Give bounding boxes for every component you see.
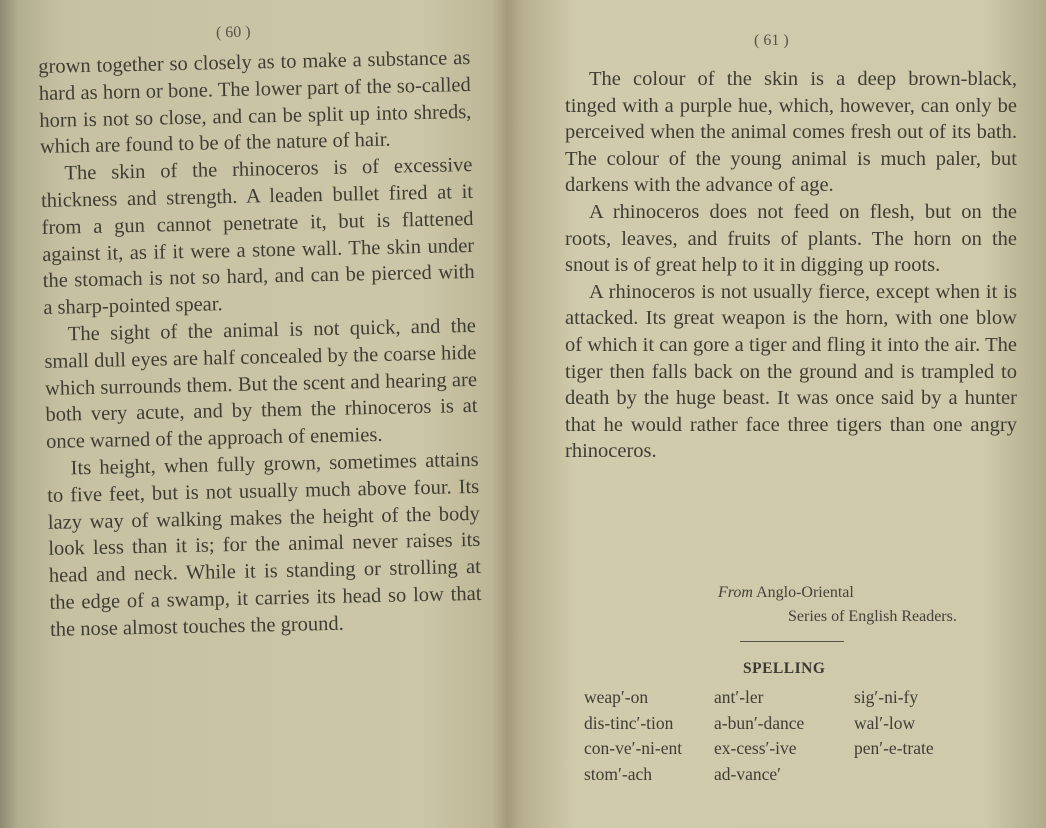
spelling-word: sig′-ni-fy xyxy=(854,687,919,707)
spelling-word-list xyxy=(584,685,1024,787)
left-page-text xyxy=(38,45,482,643)
spelling-word: ex-cess′-ive xyxy=(714,738,797,758)
paragraph: The skin of the rhinoceros is of excessive thickness and strength. A leaden bullet fired at it from a gun cannot penetrate it, but is flattened against it, as if it were a stone wall. The skin under the stomach is not so hard, and can be pierced with a sharp-pointed spear. xyxy=(40,154,475,320)
spelling-word: stom′-ach xyxy=(584,763,652,784)
spelling-word: pen′-e-trate xyxy=(854,738,934,758)
page-number-61: ( 61 ) xyxy=(754,32,789,49)
spelling-word: ad-vance′ xyxy=(714,763,781,784)
spelling-word: con-ve′-ni-ent xyxy=(584,738,683,758)
source-line-1: Anglo-Oriental xyxy=(756,584,854,601)
paragraph: A rhinoceros is not usually fierce, except when it is attacked. Its great weapon is the horn, with one blow of which it can gore a tiger and fling it into the air. The tiger then falls back on the ground and is trampled to death by the huge beast. It was once said by a hunter that he would rather face three tigers than one angry rhinoceros. xyxy=(565,280,1017,463)
spelling-word: wal′-low xyxy=(854,712,916,733)
paragraph: Its height, when fully grown, sometimes attains to five feet, but is not usually much above four. Its lazy way of walking makes the height of the body look less than it is; for the animal never raises its head and neck. While it is standing or strolling at the edge of a swamp, it carries its head so low that the nose almost touches the ground. xyxy=(47,448,482,641)
divider-rule xyxy=(740,641,844,642)
source-citation xyxy=(718,584,854,602)
page-number-60: ( 60 ) xyxy=(215,23,251,42)
right-page xyxy=(500,0,1046,828)
spelling-word: ant′-ler xyxy=(714,687,764,707)
paragraph: grown together so closely as to make a substance as hard as horn or bone. The lower part of the so-called horn is not so close, and can be split up into shreds, which are found to be of the nature of hair. xyxy=(38,46,472,159)
paragraph: A rhinoceros does not feed on flesh, but on the roots, leaves, and fruits of plants. The horn on the snout is of great help to it in digging up roots. xyxy=(565,200,1017,277)
left-page xyxy=(0,0,495,828)
spelling-heading: SPELLING xyxy=(743,660,826,677)
paragraph: The colour of the skin is a deep brown-black, tinged with a purple hue, which, however, can only be perceived when the animal comes fresh out of its bath. The colour of the young animal is much paler, but darkens with the advance of age. xyxy=(565,68,1017,197)
spelling-word: a-bun′-dance xyxy=(714,712,805,733)
source-from-word: From xyxy=(718,584,753,601)
paragraph: The sight of the animal is not quick, and the small dull eyes are half concealed by the coarse hide which surrounds them. But the scent and hearing are both very acute, and by them the rhinoceros is at once warned of the approach of enemies. xyxy=(44,314,478,454)
right-page-text xyxy=(565,66,1017,465)
spelling-word: weap′-on xyxy=(584,687,649,707)
source-line-2: Series of English Readers. xyxy=(788,608,957,625)
spelling-word: dis-tinc′-tion xyxy=(584,712,674,733)
